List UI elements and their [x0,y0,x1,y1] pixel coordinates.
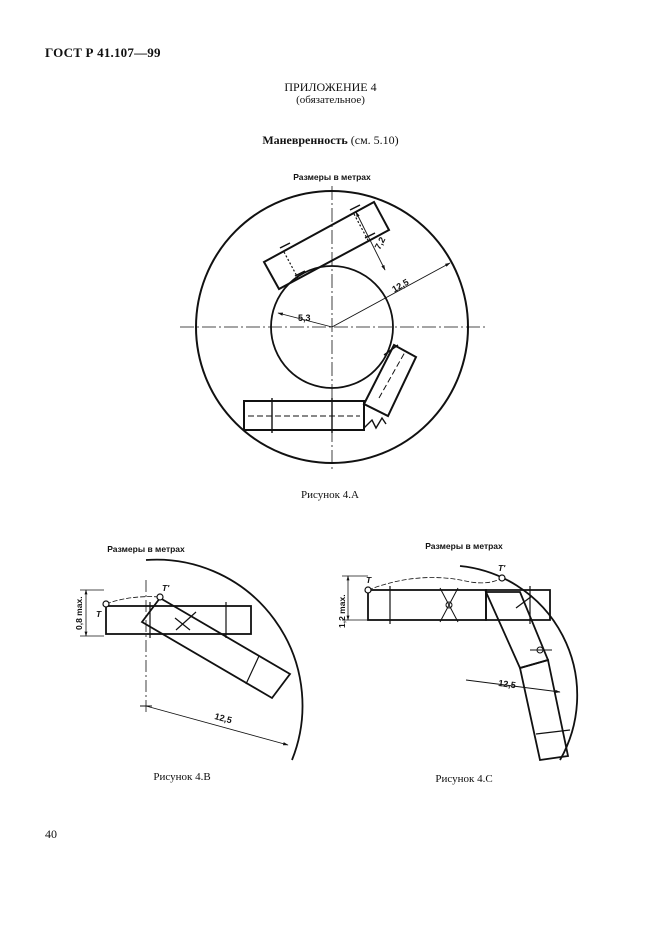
figure-b-point-t-prime-label: T' [162,583,170,593]
figure-a-outer-radius-line [332,263,450,327]
figure-b-straight-body [106,606,251,634]
figure-c-straight-body [368,590,486,620]
figure-c-caption: Рисунок 4.С [435,773,493,785]
appendix-subtitle: (обязательное) [296,94,365,106]
figure-b [74,544,303,760]
figure-c-point-t-prime-label: T' [498,563,506,573]
figure-a-outer-radius-label: 12,5 [390,276,411,295]
section-title-ref: (см. 5.10) [347,133,399,147]
figure-c-units-note: Размеры в метрах [425,541,503,551]
figure-b-outer-arc [146,560,303,760]
figure-a-units-note: Размеры в метрах [293,172,371,182]
figure-a-width-label: 7,2 [372,235,388,252]
figure-c-radius-label: 12,5 [497,677,517,691]
figure-b-angled-body [142,598,290,698]
figure-a-inner-radius-label: 5,3 [298,313,311,323]
figure-b-point-t [103,601,109,607]
figure-b-point-t-prime [157,594,163,600]
figure-b-point-t-label: T [96,609,102,619]
figure-c-point-t-label: T [366,575,372,585]
figure-c-point-t-prime [499,575,505,581]
page-number: 40 [45,827,57,841]
figure-c-point-t [365,587,371,593]
figure-a-upper-vehicle [264,202,389,289]
figure-c-max-offset-label: 1,2 max. [337,594,347,628]
figure-c [337,541,577,760]
section-title-bold: Маневренность [262,133,348,147]
appendix-title: ПРИЛОЖЕНИЕ 4 [284,80,377,94]
figure-a-lower-vehicle [244,345,416,433]
standard-code: ГОСТ Р 41.107—99 [45,45,161,60]
figure-b-radius-label: 12,5 [213,711,234,726]
figure-a-caption: Рисунок 4.А [301,489,359,501]
figure-a [180,172,485,470]
figure-b-caption: Рисунок 4.В [153,771,211,783]
figure-b-units-note: Размеры в метрах [107,544,185,554]
figure-b-max-offset-label: 0,8 max. [74,596,84,630]
